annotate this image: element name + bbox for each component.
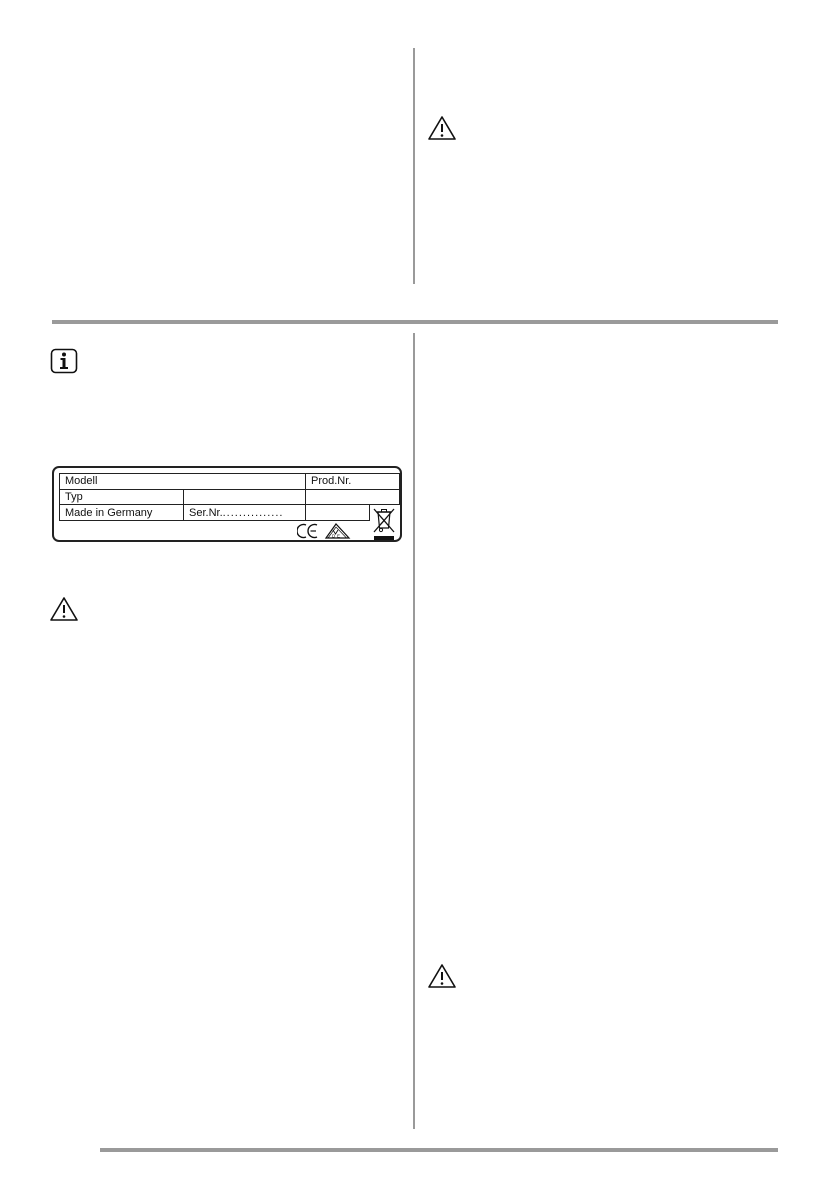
- certification-marks: [297, 522, 357, 540]
- vde-mark: [326, 524, 349, 539]
- info-icon: [50, 348, 78, 374]
- column-divider-top: [413, 48, 415, 284]
- column-divider-bottom: [413, 333, 415, 1129]
- rating-plate: [52, 466, 402, 542]
- serial-number-cell: [184, 505, 306, 521]
- type-label: Typ: [60, 489, 184, 505]
- warning-icon: [427, 963, 457, 989]
- model-label: Modell: [60, 474, 306, 490]
- type-extra-cell: [306, 489, 400, 505]
- svg-text:D: D: [332, 533, 336, 539]
- serial-extra-cell: [306, 505, 370, 521]
- type-value-cell: [184, 489, 306, 505]
- serial-label: Ser.Nr.: [189, 506, 223, 519]
- section-divider: [52, 320, 778, 324]
- footer-rule: [100, 1148, 778, 1152]
- warning-icon: [427, 115, 457, 141]
- product-number-label: Prod.Nr.: [306, 474, 400, 490]
- rating-plate-table: [59, 473, 400, 521]
- serial-dots: ...............: [222, 506, 284, 519]
- svg-text:E: E: [337, 533, 341, 539]
- ce-mark: [297, 525, 317, 538]
- disposal-bin-icon: [371, 506, 397, 542]
- warning-icon: [49, 596, 79, 622]
- origin-text: Made in Germany: [60, 505, 184, 521]
